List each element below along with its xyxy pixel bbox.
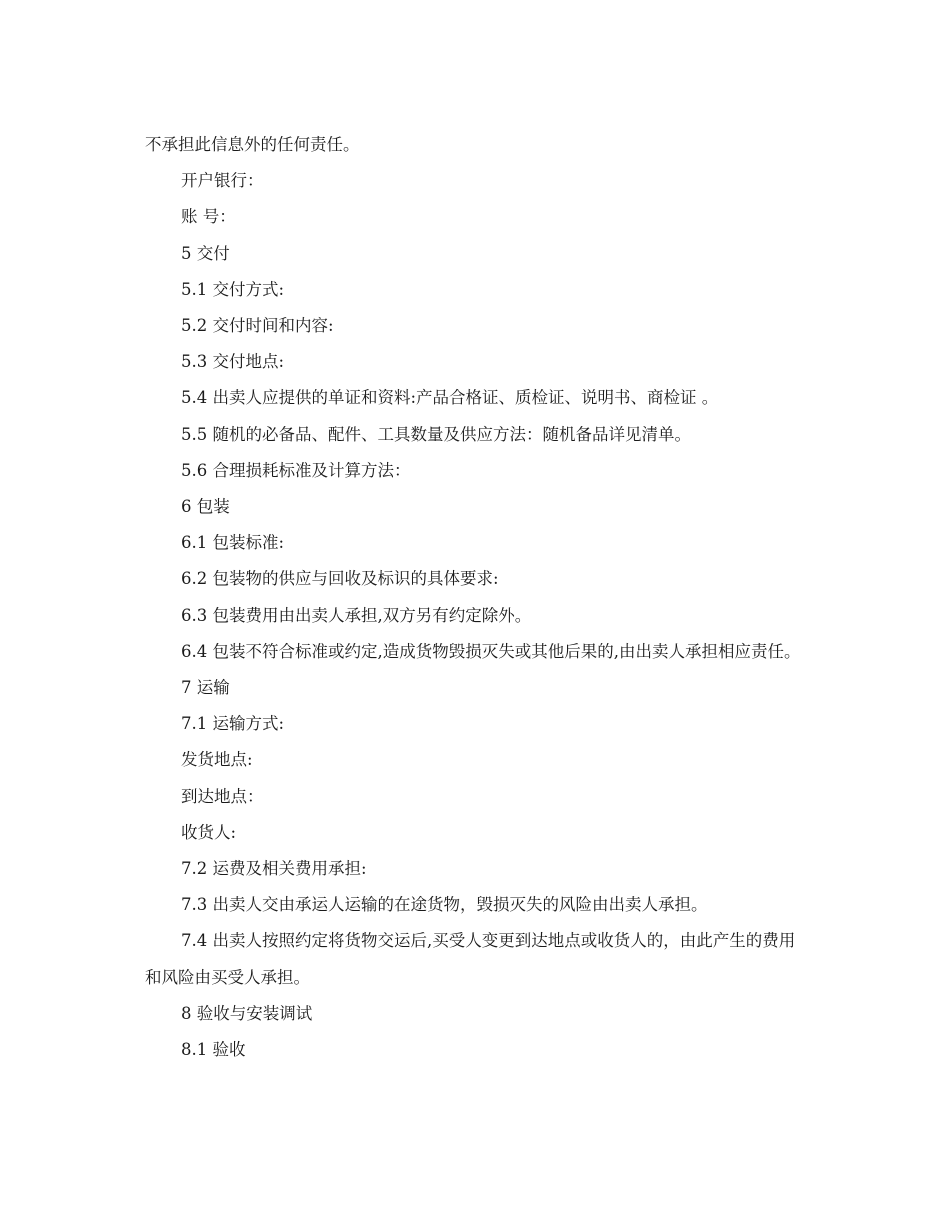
paragraph: 开户银行： bbox=[181, 171, 264, 191]
paragraph: 7.4 出卖人按照约定将货物交运后,买受人变更到达地点或收货人的，由此产生的费用和风险由买受人承担。 bbox=[145, 931, 796, 987]
paragraph: 8.1 验收 bbox=[181, 1040, 246, 1060]
paragraph: 5.6 合理损耗标准及计算方法： bbox=[181, 460, 411, 480]
paragraph: 账 号： bbox=[181, 207, 236, 227]
paragraph: 6.2 包装物的供应与回收及标识的具体要求: bbox=[181, 569, 499, 589]
paragraph: 7.1 运输方式: bbox=[181, 714, 285, 734]
paragraph: 收货人: bbox=[181, 822, 237, 842]
paragraph: 5.2 交付时间和内容: bbox=[181, 316, 334, 336]
document-body bbox=[145, 127, 810, 1068]
paragraph: 5.5 随机的必备品、配件、工具数量及供应方法：随机备品详见清单。 bbox=[181, 424, 691, 444]
paragraph: 8 验收与安装调试 bbox=[181, 1003, 313, 1023]
paragraph: 5.1 交付方式: bbox=[181, 279, 285, 299]
paragraph: 不承担此信息外的任何责任。 bbox=[145, 135, 360, 154]
paragraph: 5.3 交付地点: bbox=[181, 352, 285, 372]
paragraph: 7.3 出卖人交由承运人运输的在途货物，毁损灭失的风险由出卖人承担。 bbox=[181, 895, 708, 915]
paragraph: 6.1 包装标准: bbox=[181, 533, 285, 553]
paragraph: 6.3 包装费用由出卖人承担,双方另有约定除外。 bbox=[181, 605, 532, 625]
paragraph: 发货地点: bbox=[181, 750, 253, 770]
paragraph: 7.2 运费及相关费用承担: bbox=[181, 859, 367, 879]
paragraph: 7 运输 bbox=[181, 678, 230, 698]
paragraph: 5 交付 bbox=[181, 243, 230, 263]
paragraph: 6.4 包装不符合标准或约定,造成货物毁损灭失或其他后果的,由出卖人承担相应责任。 bbox=[181, 641, 801, 661]
paragraph: 到达地点： bbox=[181, 786, 264, 806]
paragraph: 5.4 出卖人应提供的单证和资料:产品合格证、质检证、说明书、商检证 。 bbox=[181, 388, 719, 408]
paragraph: 6 包装 bbox=[181, 497, 230, 517]
